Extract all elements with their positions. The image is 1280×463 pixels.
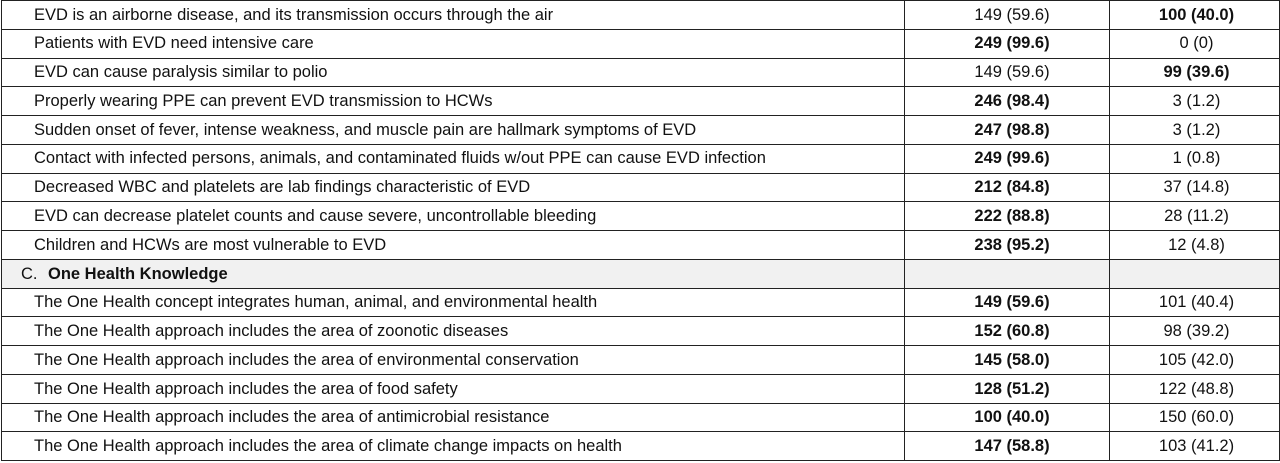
count-percent-cell-a: 100 (40.0) <box>905 403 1110 432</box>
table-row <box>2 432 1280 461</box>
item-statement-cell: Decreased WBC and platelets are lab findings characteristic of EVD <box>2 173 905 202</box>
table-row <box>2 288 1280 317</box>
count-percent-cell-b: 100 (40.0) <box>1110 1 1280 30</box>
table-row <box>2 346 1280 375</box>
table-row <box>2 29 1280 58</box>
count-percent-cell-b: 37 (14.8) <box>1110 173 1280 202</box>
item-statement-cell: Properly wearing PPE can prevent EVD transmission to HCWs <box>2 87 905 116</box>
count-percent-cell-a: 247 (98.8) <box>905 116 1110 145</box>
count-percent-cell-b: 28 (11.2) <box>1110 202 1280 231</box>
count-percent-cell-b: 103 (41.2) <box>1110 432 1280 461</box>
item-statement-cell: The One Health approach includes the area of climate change impacts on health <box>2 432 905 461</box>
count-percent-cell-b: 122 (48.8) <box>1110 374 1280 403</box>
table-row <box>2 317 1280 346</box>
item-statement-cell: The One Health concept integrates human, animal, and environmental health <box>2 288 905 317</box>
count-percent-cell-b: 99 (39.6) <box>1110 58 1280 87</box>
item-statement-cell: Sudden onset of fever, intense weakness, and muscle pain are hallmark symptoms of EVD <box>2 116 905 145</box>
count-percent-cell-a: 212 (84.8) <box>905 173 1110 202</box>
count-percent-cell-b: 1 (0.8) <box>1110 144 1280 173</box>
section-header-row <box>2 259 1280 288</box>
count-percent-cell-a: 152 (60.8) <box>905 317 1110 346</box>
count-percent-cell-b: 101 (40.4) <box>1110 288 1280 317</box>
table-row <box>2 202 1280 231</box>
table-row <box>2 374 1280 403</box>
count-percent-cell-a: 149 (59.6) <box>905 1 1110 30</box>
count-percent-cell-a: 249 (99.6) <box>905 144 1110 173</box>
count-percent-cell-a: 246 (98.4) <box>905 87 1110 116</box>
item-statement-cell: The One Health approach includes the area of antimicrobial resistance <box>2 403 905 432</box>
count-percent-cell-b: 12 (4.8) <box>1110 231 1280 260</box>
section-empty-cell-a <box>905 259 1110 288</box>
count-percent-cell-a: 249 (99.6) <box>905 29 1110 58</box>
table-row <box>2 231 1280 260</box>
item-statement-cell: EVD can cause paralysis similar to polio <box>2 58 905 87</box>
table-row <box>2 1 1280 30</box>
item-statement-cell: The One Health approach includes the area of food safety <box>2 374 905 403</box>
table-row <box>2 87 1280 116</box>
section-header-cell <box>2 259 905 288</box>
item-statement-cell: Contact with infected persons, animals, and contaminated fluids w/out PPE can cause EVD infection <box>2 144 905 173</box>
count-percent-cell-b: 3 (1.2) <box>1110 116 1280 145</box>
knowledge-table <box>1 0 1280 461</box>
count-percent-cell-b: 98 (39.2) <box>1110 317 1280 346</box>
count-percent-cell-a: 149 (59.6) <box>905 288 1110 317</box>
count-percent-cell-a: 145 (58.0) <box>905 346 1110 375</box>
count-percent-cell-b: 150 (60.0) <box>1110 403 1280 432</box>
table-row <box>2 144 1280 173</box>
item-statement-cell: EVD is an airborne disease, and its transmission occurs through the air <box>2 1 905 30</box>
count-percent-cell-a: 238 (95.2) <box>905 231 1110 260</box>
count-percent-cell-a: 222 (88.8) <box>905 202 1110 231</box>
section-letter: C. <box>21 264 38 283</box>
item-statement-cell: Patients with EVD need intensive care <box>2 29 905 58</box>
table-row <box>2 116 1280 145</box>
table-row <box>2 58 1280 87</box>
count-percent-cell-b: 0 (0) <box>1110 29 1280 58</box>
item-statement-cell: The One Health approach includes the area of zoonotic diseases <box>2 317 905 346</box>
count-percent-cell-a: 128 (51.2) <box>905 374 1110 403</box>
table-row <box>2 403 1280 432</box>
section-empty-cell-b <box>1110 259 1280 288</box>
table-row <box>2 173 1280 202</box>
item-statement-cell: Children and HCWs are most vulnerable to EVD <box>2 231 905 260</box>
section-title: One Health Knowledge <box>48 264 228 283</box>
count-percent-cell-a: 149 (59.6) <box>905 58 1110 87</box>
item-statement-cell: EVD can decrease platelet counts and cause severe, uncontrollable bleeding <box>2 202 905 231</box>
count-percent-cell-b: 105 (42.0) <box>1110 346 1280 375</box>
table-body <box>2 1 1280 461</box>
count-percent-cell-b: 3 (1.2) <box>1110 87 1280 116</box>
item-statement-cell: The One Health approach includes the area of environmental conservation <box>2 346 905 375</box>
count-percent-cell-a: 147 (58.8) <box>905 432 1110 461</box>
